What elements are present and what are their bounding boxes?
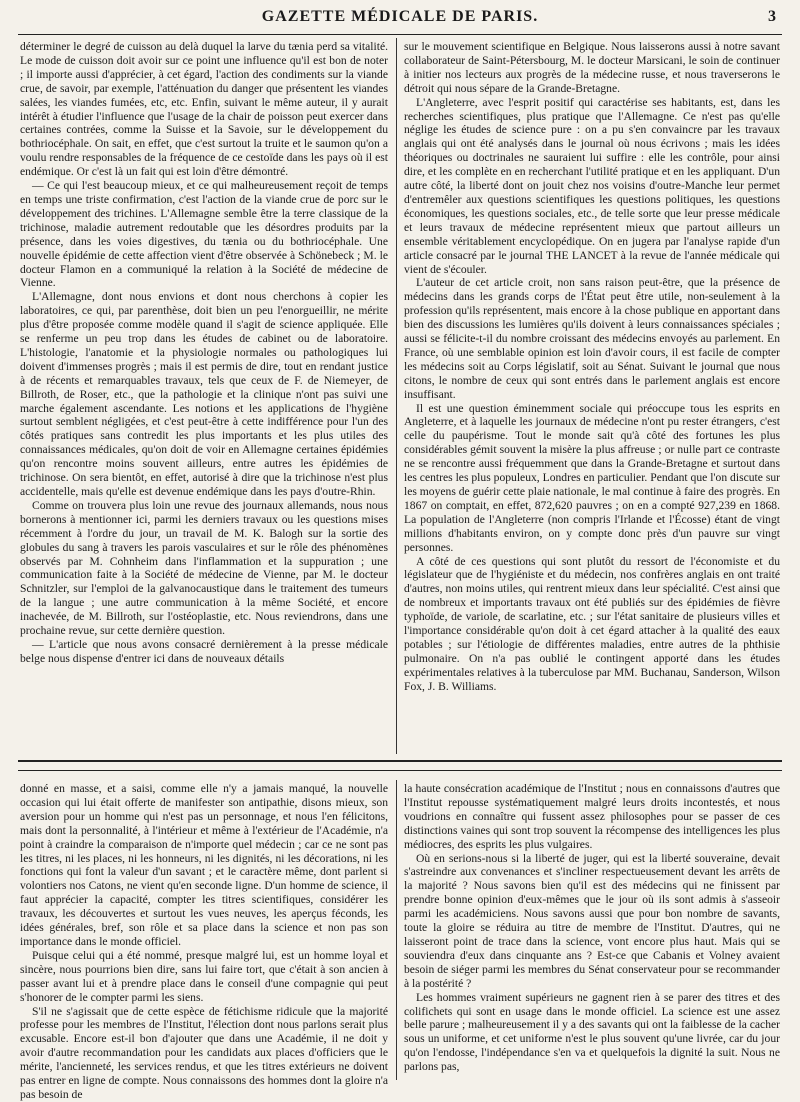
column-divider [396, 780, 397, 1080]
paragraph: déterminer le degré de cuisson au delà duquel la larve du tænia perd sa vitalité. Le mode de cuisson doit avoir sur ce point une influence qu'il est bon de noter ; il importe aussi d'apprécier, à cet égard, l'action des condiments sur la viande crue, de savoir, par exemple, l'atténuation du danger que présentent les viandes salées, les viandes fumées, etc, etc. Enfin, suivant le même auteur, il y aurait intérêt à étudier l'influence que l'usage de la chair de poisson peut exercer dans certaines contrées, comme la Suisse et la Savoie, sur le développement du bothriocéphale. On sait, en effet, que c'est surtout la truite et le saumon qu'on a voulu rendre responsables de la fréquence de ce cestoïde dans les pays où il est endémique. Or c'est là un fait qui est loin d'être démontré. [20, 40, 388, 179]
column-bottom-left [20, 782, 388, 1101]
paragraph: Puisque celui qui a été nommé, presque malgré lui, est un homme loyal et sincère, nous pourrions bien dire, sans lui faire tort, que c'était à son ancien à passer avant lui et à prendre place dans le conseil d'une compagnie qui peut s'honorer de le compter parmi les siens. [20, 948, 388, 1004]
paragraph: — L'article que nous avons consacré dernièrement à la presse médicale belge nous dispense d'entrer ici dans de nouveaux détails [20, 637, 388, 665]
column-divider [396, 38, 397, 754]
column-top-left [20, 40, 388, 752]
paragraph: L'auteur de cet article croit, non sans raison peut-être, que la présence de médecins dans les grands corps de l'État peut être utile, non-seulement à la profession qu'ils représentent, mais encore à la chose publique en apportant dans bien des discussions les lumières qu'ils doivent à leurs connaissances spéciales ; aussi se félicite-t-il du nombre croissant des médecins envoyés au parlement. En France, où une semblable opinion est loin d'avoir cours, il est facile de compter les médecins soit au Corps législatif, soit au Sénat. Suivant le journal que nous citons, le nombre de ceux qui sont entrés dans le parlement anglais est encore insuffisant. [404, 276, 780, 401]
journal-title: GAZETTE MÉDICALE DE PARIS. [261, 8, 539, 25]
paragraph: sur le mouvement scientifique en Belgique. Nous laisserons aussi à notre savant collaborateur de Saint-Pétersbourg, M. le docteur Marsicani, le soin de continuer à initier nos lecteurs aux progrès de la médecine russe, et nous traverserons le détroit qui nous sépare de la Grande-Bretagne. [404, 40, 780, 95]
paragraph: — Ce qui l'est beaucoup mieux, et ce qui malheureusement reçoit de temps en temps une triste confirmation, c'est l'action de la viande crue de porc sur le développement des trichines. L'Allemagne semble être la terre classique de la trichinose, maladie autrement redoutable que les désordres produits par la présence, dans les voies digestives, du tænia ou du bothriocéphale. Une nouvelle épidémie de cette affection vient d'être observée à Schönebeck ; M. le docteur Flamon en a communiqué la relation à la Société de médecine de Vienne. [20, 179, 388, 290]
page-header [18, 6, 782, 35]
paragraph: Les hommes vraiment supérieurs ne gagnent rien à se parer des titres et des colifichets qui sont en usage dans le monde officiel. La science est une assez belle parure ; malheureusement il y a des savants qui ont la faiblesse de la cacher sous un uniforme, et cet uniforme n'est le plus souvent qu'une livrée, car du jour qu'on l'endosse, l'indépendance s'en va et quelquefois la dignité la suit. Nous ne parlons pas, [404, 990, 780, 1074]
paragraph: S'il ne s'agissait que de cette espèce de fétichisme ridicule que la majorité professe pour les membres de l'Institut, l'élection dont nous parlons serait plus excusable. Encore est-il bon d'ajouter que dans une Académie, il ne doit y avoir d'autre recommandation pour les candidats aux places d'officiers que le mérite, l'ancienneté, les services rendus, et que les titres extérieurs ne doivent pas entrer en ligne de compte. Nous connaissons des hommes dont la gloire n'a pas besoin de [20, 1004, 388, 1101]
section-divider [18, 770, 782, 771]
paragraph: la haute consécration académique de l'Institut ; nous en connaissons d'autres que l'Institut repousse systématiquement malgré leurs droits incontestés, et nous voudrions en connaître qui fussent assez philosophes pour se passer de ces distinctions vaines qui sont trop souvent la récompense des intelligences les plus médiocres, des esprits les plus vulgaires. [404, 782, 780, 851]
paragraph: L'Angleterre, avec l'esprit positif qui caractérise ses habitants, est, dans les recherches scientifiques, plus pratique que l'Allemagne. Ce n'est pas qu'elle néglige les études de science pure : on a pu s'en convaincre par les travaux anglais qui ont été analysés dans le journal où nous écrivons ; mais les idées théoriques ou doctrinales ne sauraient lui suffire : elle les contrôle, pour ainsi dire, et les complète en en recherchant l'utilité pratique et en les appliquant. D'un autre côté, la liberté dont on jouit chez nos voisins d'outre-Manche leur permet d'entremêler aux questions scientifiques les questions politiques, les questions économiques, les questions sociales, etc., de telle sorte que leur presse médicale et leurs travaux de médecine représentent mieux que partout ailleurs un ensemble véritablement encyclopédique. On en jugera par l'analyse rapide d'un article consacré par le journal THE LANCET à la revue de l'année médicale qui vient de s'écouler. [404, 95, 780, 276]
paragraph: L'Allemagne, dont nous envions et dont nous cherchons à copier les laboratoires, ce qui, par parenthèse, doit bien un peu l'enorgueillir, ne mérite plus d'être proposée comme modèle quand il s'agit de science appliquée. Elle se renferme un peu trop dans les études de cabinet ou de laboratoire. L'histologie, l'anatomie et la physiologie normales ou pathologiques lui doivent d'immenses progrès ; mais il est permis de dire, tout en rendant justice à de récents et remarquables travaux, tels que ceux de F. de Niemeyer, de Billroth, de Roser, etc., que la pathologie et la clinique n'ont pas suivi une marche également ascendante. Les notions et les applications de l'hygiène surtout semblent négligées, et c'est peut-être à cette indifférence pour l'un des côtés pratiques sans contredit les plus importants et les plus utiles des connaissances médicales, qu'on doit de voir en Allemagne certaines épidémies qu'on rencontre moins souvent ailleurs, entre autres les épidémies de trichinose. On sera bientôt, en effet, autorisé à dire que la trichinose n'est plus accidentelle, mais qu'elle est devenue endémique dans les pays d'outre-Rhin. [20, 290, 388, 498]
section-divider [18, 760, 782, 762]
page-number: 3 [768, 8, 776, 25]
paragraph: Où en serions-nous si la liberté de juger, qui est la liberté souveraine, devait s'astreindre aux convenances et s'incliner respectueusement devant les arrêts de la majorité ? Nous savons bien qu'il est des médecins qui ne finissent par prendre bonne opinion d'eux-mêmes que le jour où ils sont admis à s'asseoir parmi les académiciens. Nous savons aussi que pour bon nombre de savants, toute la gloire se réduira au titre de membre de l'Institut. D'autres, qui ne laisseront point de trace dans la science, vont encore plus haut. Mais qui se souviendra d'eux dans cinquante ans ? Est-ce que Cabanis et Volney avaient besoin de siéger parmi les membres du Sénat conservateur pour se recommander à la postérité ? [404, 851, 780, 990]
paragraph: donné en masse, et a saisi, comme elle n'y a jamais manqué, la nouvelle occasion qui lui était offerte de manifester son antipathie, disons mieux, son aversion pour un homme qui n'est pas un personnage, et nous l'en félicitons, mais dont la personnalité, à l'intérieur et même à l'extérieur de l'Académie, n'a point à craindre la comparaison de n'importe quel médecin ; car ce ne sont pas les titres, ni les places, ni les honneurs, ni les dignités, ni les décorations, ni les fonctions qui font la valeur d'un savant ; et le caractère même, dont parlent si volontiers nos Catons, ne vient qu'en seconde ligne. D'un homme de science, il faut apprécier la capacité, compter les titres scientifiques, considérer les travaux, les découvertes et surtout les vues neuves, les aperçus féconds, les idées générales, bref, son rôle et sa place dans la science et non pas son importance dans le monde officiel. [20, 782, 388, 948]
paragraph: A côté de ces questions qui sont plutôt du ressort de l'économiste et du législateur que de l'hygiéniste et du médecin, nos confrères anglais en ont traité d'autres, non moins utiles, qui rentrent mieux dans leur spécialité. C'est ainsi que de nombreux et importants travaux ont été publiés sur des épidémies de fièvre typhoïde, de variole, de scarlatine, etc. ; sur l'état sanitaire de plusieurs villes et l'importance considérable qu'on doit à cet égard attacher à la qualité des eaux potables ; sur l'étiologie de différentes maladies, entre autres de la phthisie pulmonaire. On n'a pas oublié le contingent apporté dans les études expérimentales relatives à la tuberculose par MM. Buchanau, Sanderson, Wilson Fox, J. B. Williams. [404, 554, 780, 693]
paragraph: Comme on trouvera plus loin une revue des journaux allemands, nous nous bornerons à mentionner ici, parmi les derniers travaux ou les questions mises récemment à l'ordre du jour, un travail de M. K. Balogh sur la sortie des globules du sang à travers les parois vasculaires et sur le rôle des phénomènes observés par M. Cohnheim dans l'inflammation et la suppuration ; une communication faite à la Société de médecine de Vienne, par M. le docteur Schnitzler, sur l'emploi de la galvanocaustique dans le traitement des tumeurs de la langue ; une autre communication à la même Société, et encore inachevée, de M. Billroth, sur l'ostéoplastie, etc. Nous reviendrons, dans une prochaine revue, sur cette dernière question. [20, 498, 388, 638]
column-bottom-right [404, 782, 780, 1078]
paragraph: Il est une question éminemment sociale qui préoccupe tous les esprits en Angleterre, et à laquelle les journaux de médecine n'ont pu rester étrangers, c'est celle du paupérisme. Tout le monde sait qu'à côté des fortunes les plus considérables gémit souvent la misère la plus affreuse ; or nulle part ce contraste ne se rencontre aussi fréquemment que dans la Grande-Bretagne et surtout dans les centres les plus populeux, Londres en particulier. Pendant que l'on discute sur les moyens de guérir cette plaie nationale, le mal continue à faire des progrès. En 1867 on comptait, en effet, 872,620 pauvres ; on en a compté 927,239 en 1868. La population de l'Angleterre (non compris l'Irlande et l'Écosse) étant de vingt millions d'habitants environ, on y compte donc près d'un pauvre sur vingt personnes. [404, 401, 781, 554]
column-top-right [404, 40, 780, 752]
